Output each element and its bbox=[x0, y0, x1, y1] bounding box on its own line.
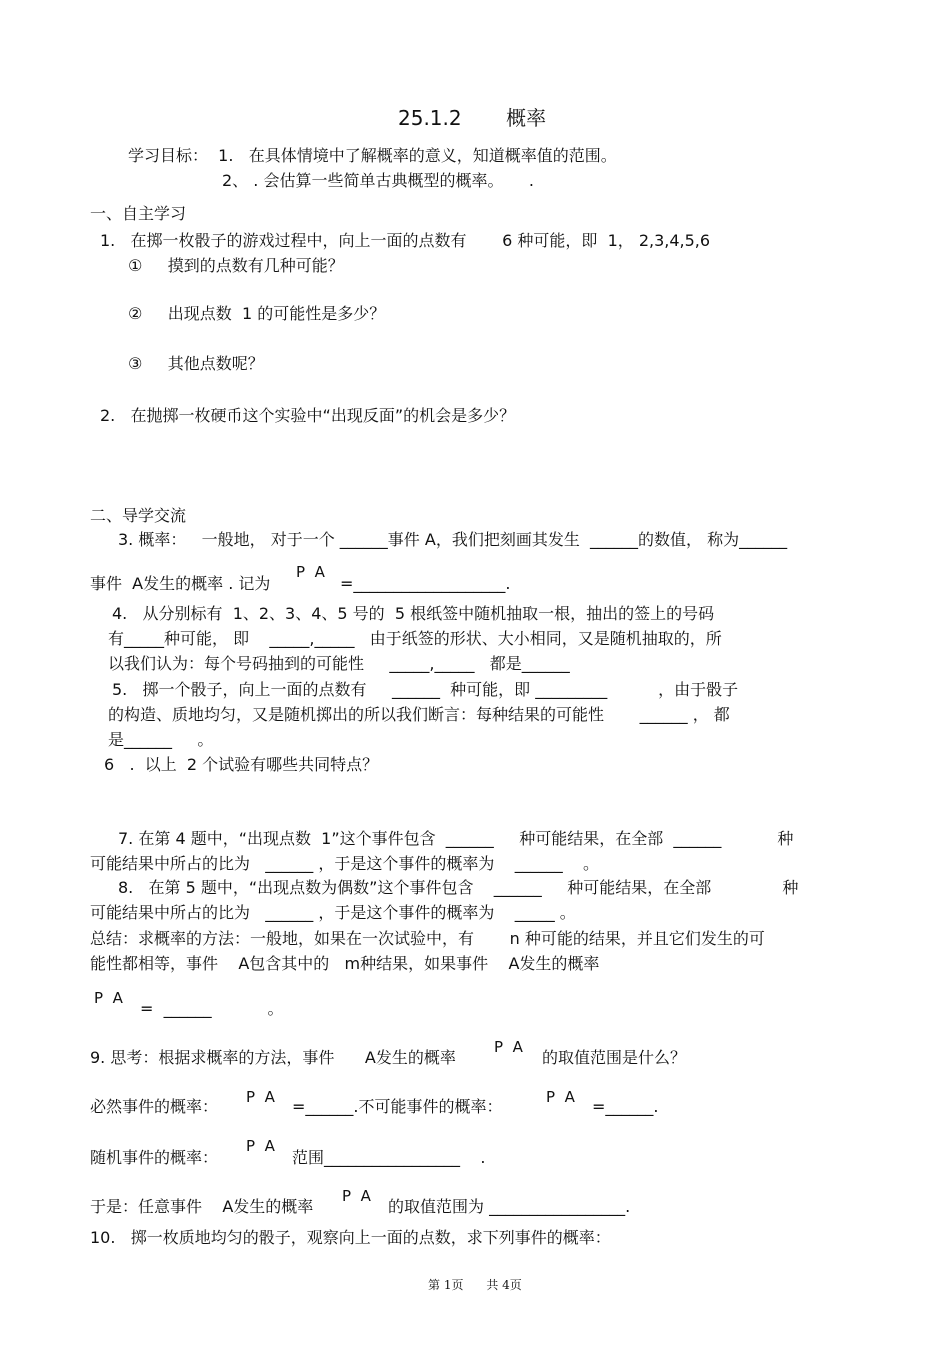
question-9-probability-notation: P A bbox=[494, 1038, 523, 1056]
certain-event-label: 必然事件的概率： bbox=[90, 1097, 219, 1116]
question-4-line-1: 4. 从分别标有 1、2、3、4、5 号的 5 根纸签中随机抽取一根，抽出的签上的号码 bbox=[112, 604, 715, 623]
random-event-label: 随机事件的概率： bbox=[90, 1148, 219, 1167]
objective-1: 学习目标： 1. 在具体情境中了解概率的意义，知道概率值的范围。 bbox=[128, 146, 617, 165]
question-4-line-2: 有_____种可能， 即 _____,_____ 由于纸签的形状、大小相同，又是随机抽取的，所 bbox=[108, 629, 722, 648]
question-10: 10. 掷一枚质地均匀的骰子，观察向上一面的点数，求下列事件的概率： bbox=[90, 1228, 611, 1247]
random-event-notation: P A bbox=[246, 1137, 275, 1155]
any-event-label: 于是：任意事件 A发生的概率 bbox=[90, 1197, 314, 1216]
any-event-range: 的取值范围为 _________________. bbox=[388, 1197, 631, 1216]
question-1-part-b: ② 出现点数 1 的可能性是多少？ bbox=[128, 304, 386, 323]
section-1-heading: 一、自主学习 bbox=[90, 204, 187, 223]
question-9: 9. 思考：根据求概率的方法，事件 A发生的概率 bbox=[90, 1048, 456, 1067]
question-7-line-1: 7. 在第 4 题中，“出现点数 1”这个事件包含 ______ 种可能结果，在全部 ______ 种 bbox=[118, 829, 794, 848]
summary-line-1: 总结：求概率的方法：一般地，如果在一次试验中，有 n 种可能的结果，并且它们发生的可 bbox=[90, 929, 765, 948]
probability-notation: P A bbox=[296, 563, 325, 581]
impossible-event-notation: P A bbox=[546, 1088, 575, 1106]
question-8-line-2: 可能结果中所占的比为 ______ ，于是这个事件的概率为 _____ 。 bbox=[90, 903, 576, 922]
question-3-line-2: 事件 A发生的概率 . 记为 bbox=[90, 574, 271, 593]
section-2-heading: 二、导学交流 bbox=[90, 506, 187, 525]
summary-line-2: 能性都相等，事件 A包含其中的 m种结果，如果事件 A发生的概率 bbox=[90, 954, 600, 973]
question-5-line-2: 的构造、质地均匀，又是随机掷出的所以我们断言：每种结果的可能性 ______ ， 都 bbox=[108, 705, 730, 724]
question-5-line-1: 5. 掷一个骰子，向上一面的点数有 ______ 种可能，即 _________ ，由于骰子 bbox=[112, 680, 739, 699]
question-4-line-3: 以我们认为：每个号码抽到的可能性 _____,_____ 都是______ bbox=[108, 654, 570, 673]
question-7-line-2: 可能结果中所占的比为 ______ ，于是这个事件的概率为 ______ 。 bbox=[90, 854, 600, 873]
random-event-range: 范围_________________ . bbox=[292, 1148, 486, 1167]
summary-probability-notation: P A bbox=[94, 989, 123, 1007]
certain-event-notation: P A bbox=[246, 1088, 275, 1106]
question-1: 1. 在掷一枚骰子的游戏过程中，向上一面的点数有 6 种可能，即 1， 2,3,4,5,6 bbox=[100, 231, 711, 250]
question-9-tail: 的取值范围是什么？ bbox=[542, 1048, 687, 1067]
question-2: 2. 在抛掷一枚硬币这个实验中“出现反面”的机会是多少？ bbox=[100, 406, 516, 425]
page-footer: 第 1页 共 4页 bbox=[428, 1278, 522, 1292]
any-event-notation: P A bbox=[342, 1187, 371, 1205]
question-3-answer-blank: =___________________. bbox=[340, 574, 511, 593]
certain-event-blank: =______.不可能事件的概率： bbox=[292, 1097, 503, 1116]
question-8-line-1: 8. 在第 5 题中，“出现点数为偶数”这个事件包含 ______ 种可能结果，在全部 种 bbox=[118, 878, 799, 897]
impossible-event-blank: =______. bbox=[592, 1097, 659, 1116]
question-1-part-a: ① 摸到的点数有几种可能？ bbox=[128, 256, 344, 275]
question-5-line-3: 是______ 。 bbox=[108, 730, 214, 749]
question-1-part-c: ③ 其他点数呢？ bbox=[128, 354, 264, 373]
summary-answer-blank: = ______ 。 bbox=[140, 999, 284, 1018]
question-3-line-1: 3. 概率： 一般地， 对于一个 ______事件 A，我们把刻画其发生 ______的数值， 称为______ bbox=[118, 530, 788, 549]
question-6: 6 . 以上 2 个试验有哪些共同特点？ bbox=[104, 755, 379, 774]
objective-2: 2、 . 会估算一些简单古典概型的概率。 . bbox=[222, 171, 534, 190]
page-title: 25.1.2 概率 bbox=[398, 106, 547, 130]
